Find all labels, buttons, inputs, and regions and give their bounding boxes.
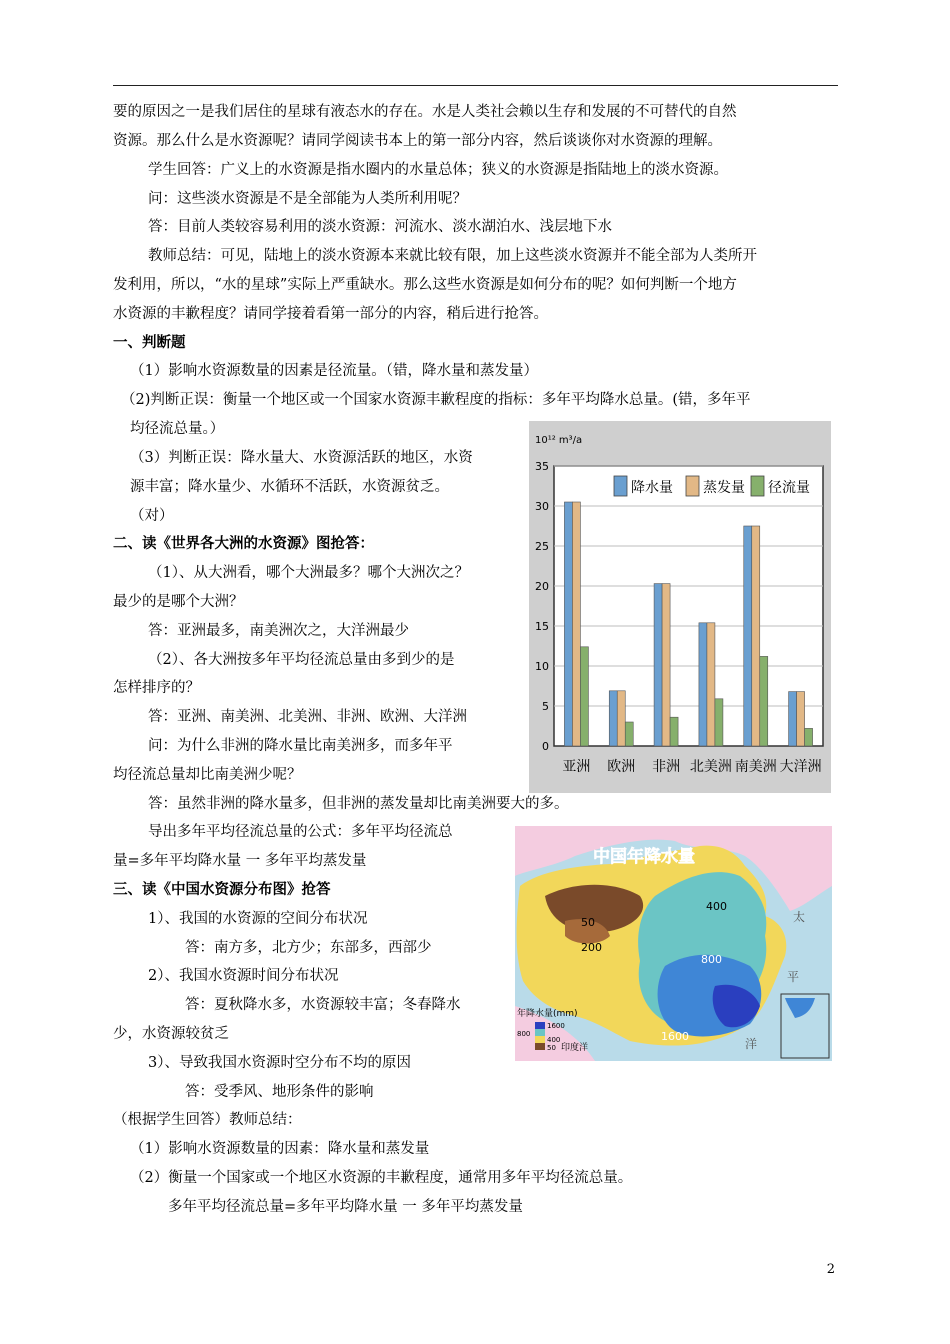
chart-bar [625, 722, 633, 746]
map-legend-title: 年降水量(mm) [517, 1009, 578, 1019]
chart-x-tick-label: 非洲 [652, 759, 681, 775]
map-ocean-label: 平 [787, 970, 800, 984]
chart-bar [707, 623, 715, 746]
text-line: 2）、我国水资源时间分布状况 [148, 968, 339, 984]
chart-svg [529, 421, 831, 793]
map-isoline-label: 1600 [661, 1030, 689, 1043]
map-ocean-label-indian: 印度洋 [561, 1043, 589, 1053]
chart-x-tick-label: 亚洲 [562, 759, 591, 775]
chart-bar [654, 584, 662, 746]
text-line: 少，水资源较贫乏 [113, 1026, 229, 1042]
chart-bar [752, 526, 760, 746]
chart-x-tick-label: 南美洲 [734, 759, 777, 775]
chart-bar [715, 699, 723, 746]
text-line: 答：受季风、地形条件的影响 [185, 1084, 374, 1100]
text-line: 要的原因之一是我们居住的星球有液态水的存在。水是人类社会赖以生存和发展的不可替代的自然 [113, 104, 737, 120]
text-line: 教师总结：可见，陆地上的淡水资源本来就比较有限，加上这些淡水资源并不能全部为人类所开 [148, 248, 757, 264]
text-line: 问：为什么非洲的降水量比南美洲多，而多年平 [148, 738, 453, 754]
section-heading: 一、判断题 [113, 334, 186, 351]
text-line: 发利用，所以，“水的星球”实际上严重缺水。那么这些水资源是如何分布的呢？如何判断一个地方 [113, 277, 737, 293]
map-legend-value: 400 [547, 1036, 561, 1044]
chart-bar [699, 623, 707, 746]
map-svg [515, 826, 832, 1061]
map-legend-swatch [535, 1022, 545, 1029]
text-line: 1）、我国的水资源的空间分布状况 [148, 911, 368, 927]
map-legend-value: 50 [547, 1044, 556, 1052]
text-line: （对） [130, 508, 174, 524]
text-line: 答：目前人类较容易利用的淡水资源：河流水、淡水湖泊水、浅层地下水 [148, 219, 612, 235]
text-line: （2）衡量一个国家或一个地区水资源的丰歉程度，通常用多年平均径流总量。 [130, 1170, 633, 1186]
text-line: 均径流总量。） [130, 421, 225, 437]
chart-bar [760, 656, 768, 746]
map-isoline-label: 200 [581, 941, 602, 954]
map-isoline-label: 800 [701, 953, 722, 966]
text-line: （1）、从大洲看，哪个大洲最多？哪个大洲次之？ [148, 565, 469, 581]
chart-y-axis-label: 10¹² m³/a [535, 435, 583, 446]
chart-y-tick-label: 15 [535, 620, 549, 633]
text-line: （2）、各大洲按多年平均径流总量由多到少的是 [148, 652, 455, 668]
text-line: 量=多年平均降水量 一 多年平均蒸发量 [113, 853, 367, 869]
chart-legend-label: 径流量 [768, 480, 810, 496]
text-line: 答：南方多，北方少；东部多，西部少 [185, 940, 432, 956]
chart-bar [564, 502, 572, 746]
chart-bar [580, 647, 588, 746]
header-rule [113, 85, 838, 86]
text-line: 资源。那么什么是水资源呢？请同学阅读书本上的第一部分内容，然后谈谈你对水资源的理解。 [113, 133, 722, 149]
section-heading: 三、读《中国水资源分布图》抢答 [113, 881, 331, 898]
text-line: 答：夏秋降水多，水资源较丰富；冬春降水 [185, 997, 461, 1013]
chart-legend-swatch [751, 476, 764, 496]
text-line: 水资源的丰歉程度？请同学接着看第一部分的内容，稍后进行抢答。 [113, 306, 548, 322]
chart-legend-label: 降水量 [631, 480, 673, 496]
text-line: 导出多年平均径流总量的公式：多年平均径流总 [148, 824, 453, 840]
text-line: （3）判断正误：降水量大、水资源活跃的地区，水资 [130, 450, 473, 466]
chart-bar [789, 692, 797, 746]
section-heading: 二、读《世界各大洲的水资源》图抢答： [113, 535, 374, 552]
chart-plot-area [554, 466, 823, 746]
text-line: （根据学生回答）教师总结： [113, 1112, 302, 1128]
page-number: 2 [826, 1262, 835, 1277]
chart-bar [744, 526, 752, 746]
china-precipitation-map [515, 826, 832, 1061]
chart-y-tick-label: 25 [535, 540, 549, 553]
chart-bar [572, 502, 580, 746]
chart-legend-swatch [686, 476, 699, 496]
map-legend-swatch [535, 1036, 545, 1043]
text-line: 答：亚洲最多，南美洲次之，大洋洲最少 [148, 623, 409, 639]
chart-bar [670, 717, 678, 746]
text-line: 最少的是哪个大洲？ [113, 594, 244, 610]
map-ocean-label: 洋 [745, 1037, 758, 1051]
map-ocean-label: 太 [793, 910, 806, 924]
text-line: （1）影响水资源数量的因素：降水量和蒸发量 [130, 1141, 430, 1157]
text-line: 答：亚洲、南美洲、北美洲、非洲、欧洲、大洋洲 [148, 709, 467, 725]
map-isoline-label: 400 [706, 900, 727, 913]
chart-x-tick-label: 欧洲 [607, 759, 636, 775]
chart-bar [617, 691, 625, 746]
text-line: 怎样排序的？ [113, 680, 200, 696]
chart-legend-label: 蒸发量 [703, 480, 745, 496]
text-line: 3）、导致我国水资源时空分布不均的原因 [148, 1055, 411, 1071]
chart-y-tick-label: 30 [535, 500, 549, 513]
chart-bar [662, 584, 670, 746]
chart-y-tick-label: 0 [542, 740, 549, 753]
map-legend-value: 800 [517, 1030, 531, 1038]
chart-x-tick-label: 大洋洲 [779, 759, 822, 775]
text-line: （1）影响水资源数量的因素是径流量。（错，降水量和蒸发量） [130, 363, 538, 379]
map-isoline-label: 50 [581, 916, 595, 929]
chart-x-tick-label: 北美洲 [689, 759, 732, 775]
chart-legend-swatch [614, 476, 627, 496]
chart-y-tick-label: 5 [542, 700, 549, 713]
map-title: 中国年降水量 [593, 847, 695, 867]
map-legend-swatch [535, 1043, 545, 1050]
text-line: 均径流总量却比南美洲少呢？ [113, 767, 302, 783]
text-line: 源丰富；降水量少、水循环不活跃，水资源贫乏。 [130, 479, 449, 495]
continent-water-chart [529, 421, 831, 793]
chart-y-tick-label: 35 [535, 460, 549, 473]
chart-y-tick-label: 10 [535, 660, 549, 673]
map-legend-swatch [535, 1029, 545, 1036]
text-line: 问：这些淡水资源是不是全部能为人类所利用呢？ [148, 191, 467, 207]
text-line: 多年平均径流总量=多年平均降水量 一 多年平均蒸发量 [168, 1199, 523, 1215]
chart-bar [609, 691, 617, 746]
text-line: 答：虽然非洲的降水量多，但非洲的蒸发量却比南美洲要大的多。 [148, 796, 569, 812]
text-line: （2)判断正误：衡量一个地区或一个国家水资源丰歉程度的指标：多年平均降水总量。(错，多年平 [121, 392, 751, 408]
chart-bar [805, 728, 813, 746]
chart-bar [797, 692, 805, 746]
chart-y-tick-label: 20 [535, 580, 549, 593]
text-line: 学生回答：广义上的水资源是指水圈内的水量总体；狭义的水资源是指陆地上的淡水资源。 [148, 162, 728, 178]
map-legend-value: 1600 [547, 1022, 565, 1030]
